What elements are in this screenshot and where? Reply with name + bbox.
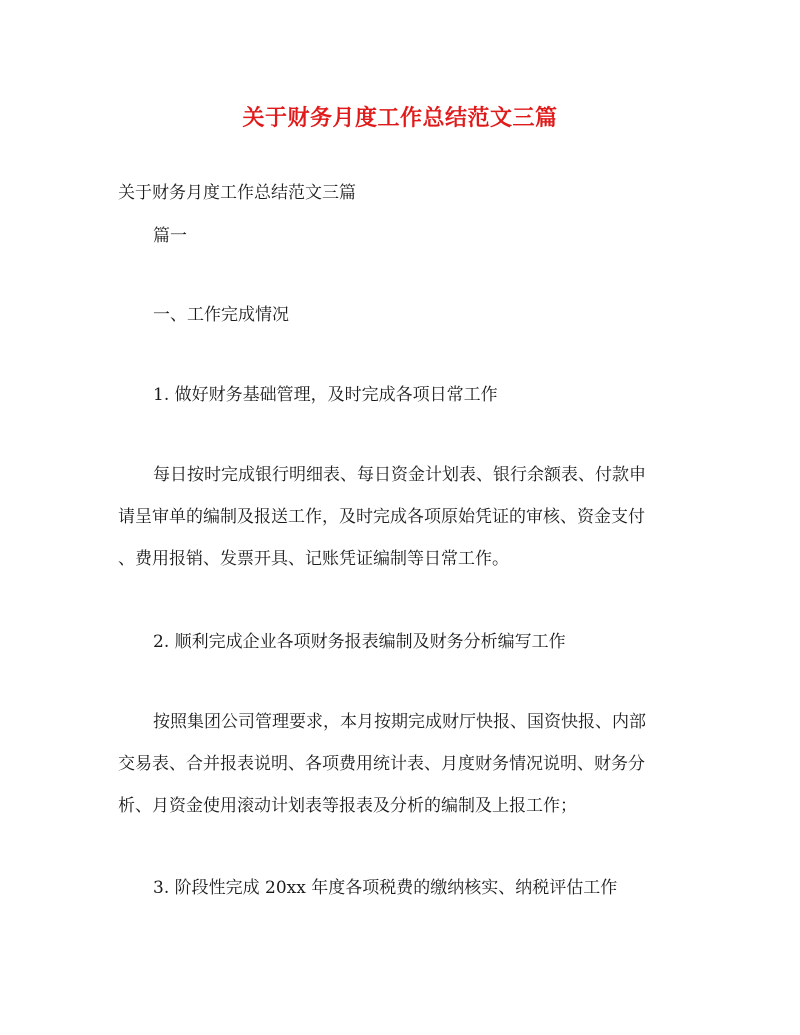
item-1-heading: 1. 做好财务基础管理，及时完成各项日常工作 — [153, 385, 498, 405]
item-2-body-line: 交易表、合并报表说明、各项费用统计表、月度财务情况说明、财务分 — [118, 754, 645, 774]
document-subtitle: 关于财务月度工作总结范文三篇 — [118, 183, 356, 203]
section-heading: 一、工作完成情况 — [153, 305, 289, 325]
part-label: 篇一 — [153, 226, 187, 246]
item-3-heading: 3. 阶段性完成 20xx 年度各项税费的缴纳核实、纳税评估工作 — [153, 878, 618, 898]
item-1-body-line: 每日按时完成银行明细表、每日资金计划表、银行余额表、付款申 — [153, 465, 646, 485]
item-2-body-line: 按照集团公司管理要求，本月按期完成财厅快报、国资快报、内部 — [153, 712, 646, 732]
item-1-body-line: 请呈审单的编制及报送工作，及时完成各项原始凭证的审核、资金支付 — [118, 507, 645, 527]
item-2-body-line: 析、月资金使用滚动计划表等报表及分析的编制及上报工作； — [118, 796, 577, 816]
item-2-heading: 2. 顺利完成企业各项财务报表编制及财务分析编写工作 — [153, 632, 566, 652]
document-title: 关于财务月度工作总结范文三篇 — [242, 105, 558, 131]
item-1-body-line: 、费用报销、发票开具、记账凭证编制等日常工作。 — [118, 549, 509, 569]
